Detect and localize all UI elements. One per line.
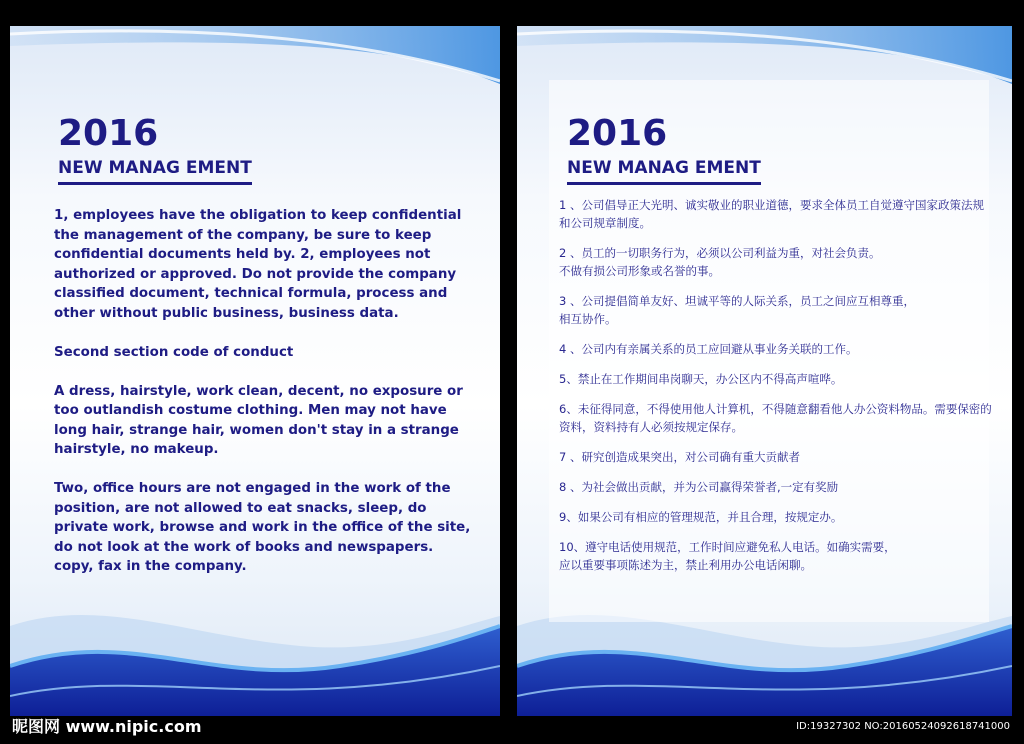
english-body-text	[54, 206, 484, 596]
list-item: 9、如果公司有相应的管理规范，并且合理，按规定办。	[559, 510, 843, 524]
list-item: 3 、公司提倡简单友好、坦诚平等的人际关系，员工之间应互相尊重， 相互协作。	[559, 294, 915, 326]
subtitle-heading: NEW MANAG EMENT	[567, 158, 761, 185]
list-item: 5、禁止在工作期间串岗聊天，办公区内不得高声喧哗。	[559, 372, 843, 386]
list-item: 6、未征得同意，不得使用他人计算机，不得随意翻看他人办公资料物品。需要保密的资料，资料持有人必须按规定保存。	[559, 402, 992, 434]
right-page	[517, 26, 1012, 716]
section-heading: Second section code of conduct	[54, 344, 294, 360]
list-item: 4 、公司内有亲属关系的员工应回避从事业务关联的工作。	[559, 342, 858, 356]
year-title: 2016	[58, 113, 159, 154]
site-watermark: 昵图网 www.nipic.com	[12, 717, 202, 736]
subtitle-heading: NEW MANAG EMENT	[58, 158, 252, 185]
paragraph: A dress, hairstyle, work clean, decent, no exposure or too outlandish costume clothing. Men may not have long hair, strange hair, women don't stay in a strange hairstyle, no makeup.	[54, 383, 463, 457]
paragraph: Two, office hours are not engaged in the work of the position, are not allowed to eat snacks, sleep, do private work, browse and work in the office of the site, do not look at the work of books and newspapers. copy, fax in the company.	[54, 481, 471, 574]
list-item: 8 、为社会做出贡献，并为公司赢得荣誉者,一定有奖励	[559, 480, 839, 494]
list-item: 1 、公司倡导正大光明、诚实敬业的职业道德，要求全体员工自觉遵守国家政策法规和公司规章制度。	[559, 198, 984, 230]
list-item: 10、遵守电话使用规范，工作时间应避免私人电话。如确实需要， 应以重要事项陈述为主，禁止利用办公电话闲聊。	[559, 540, 896, 572]
left-page	[10, 26, 500, 716]
image-id-watermark: ID:19327302 NO:20160524092618741000	[796, 721, 1010, 732]
year-title: 2016	[567, 113, 668, 154]
paragraph: 1, employees have the obligation to keep confidential the management of the company, be sure to keep confidential documents held by. 2, employees not authorized or approved. Do not provide the company classified document, technical formula, process and other without public business, business data.	[54, 208, 462, 321]
list-item: 2 、员工的一切职务行为，必须以公司利益为重，对社会负责。 不做有损公司形象或名誉的事。	[559, 246, 881, 278]
list-item: 7 、研究创造成果突出，对公司确有重大贡献者	[559, 450, 800, 464]
chinese-rules-list	[559, 196, 994, 586]
